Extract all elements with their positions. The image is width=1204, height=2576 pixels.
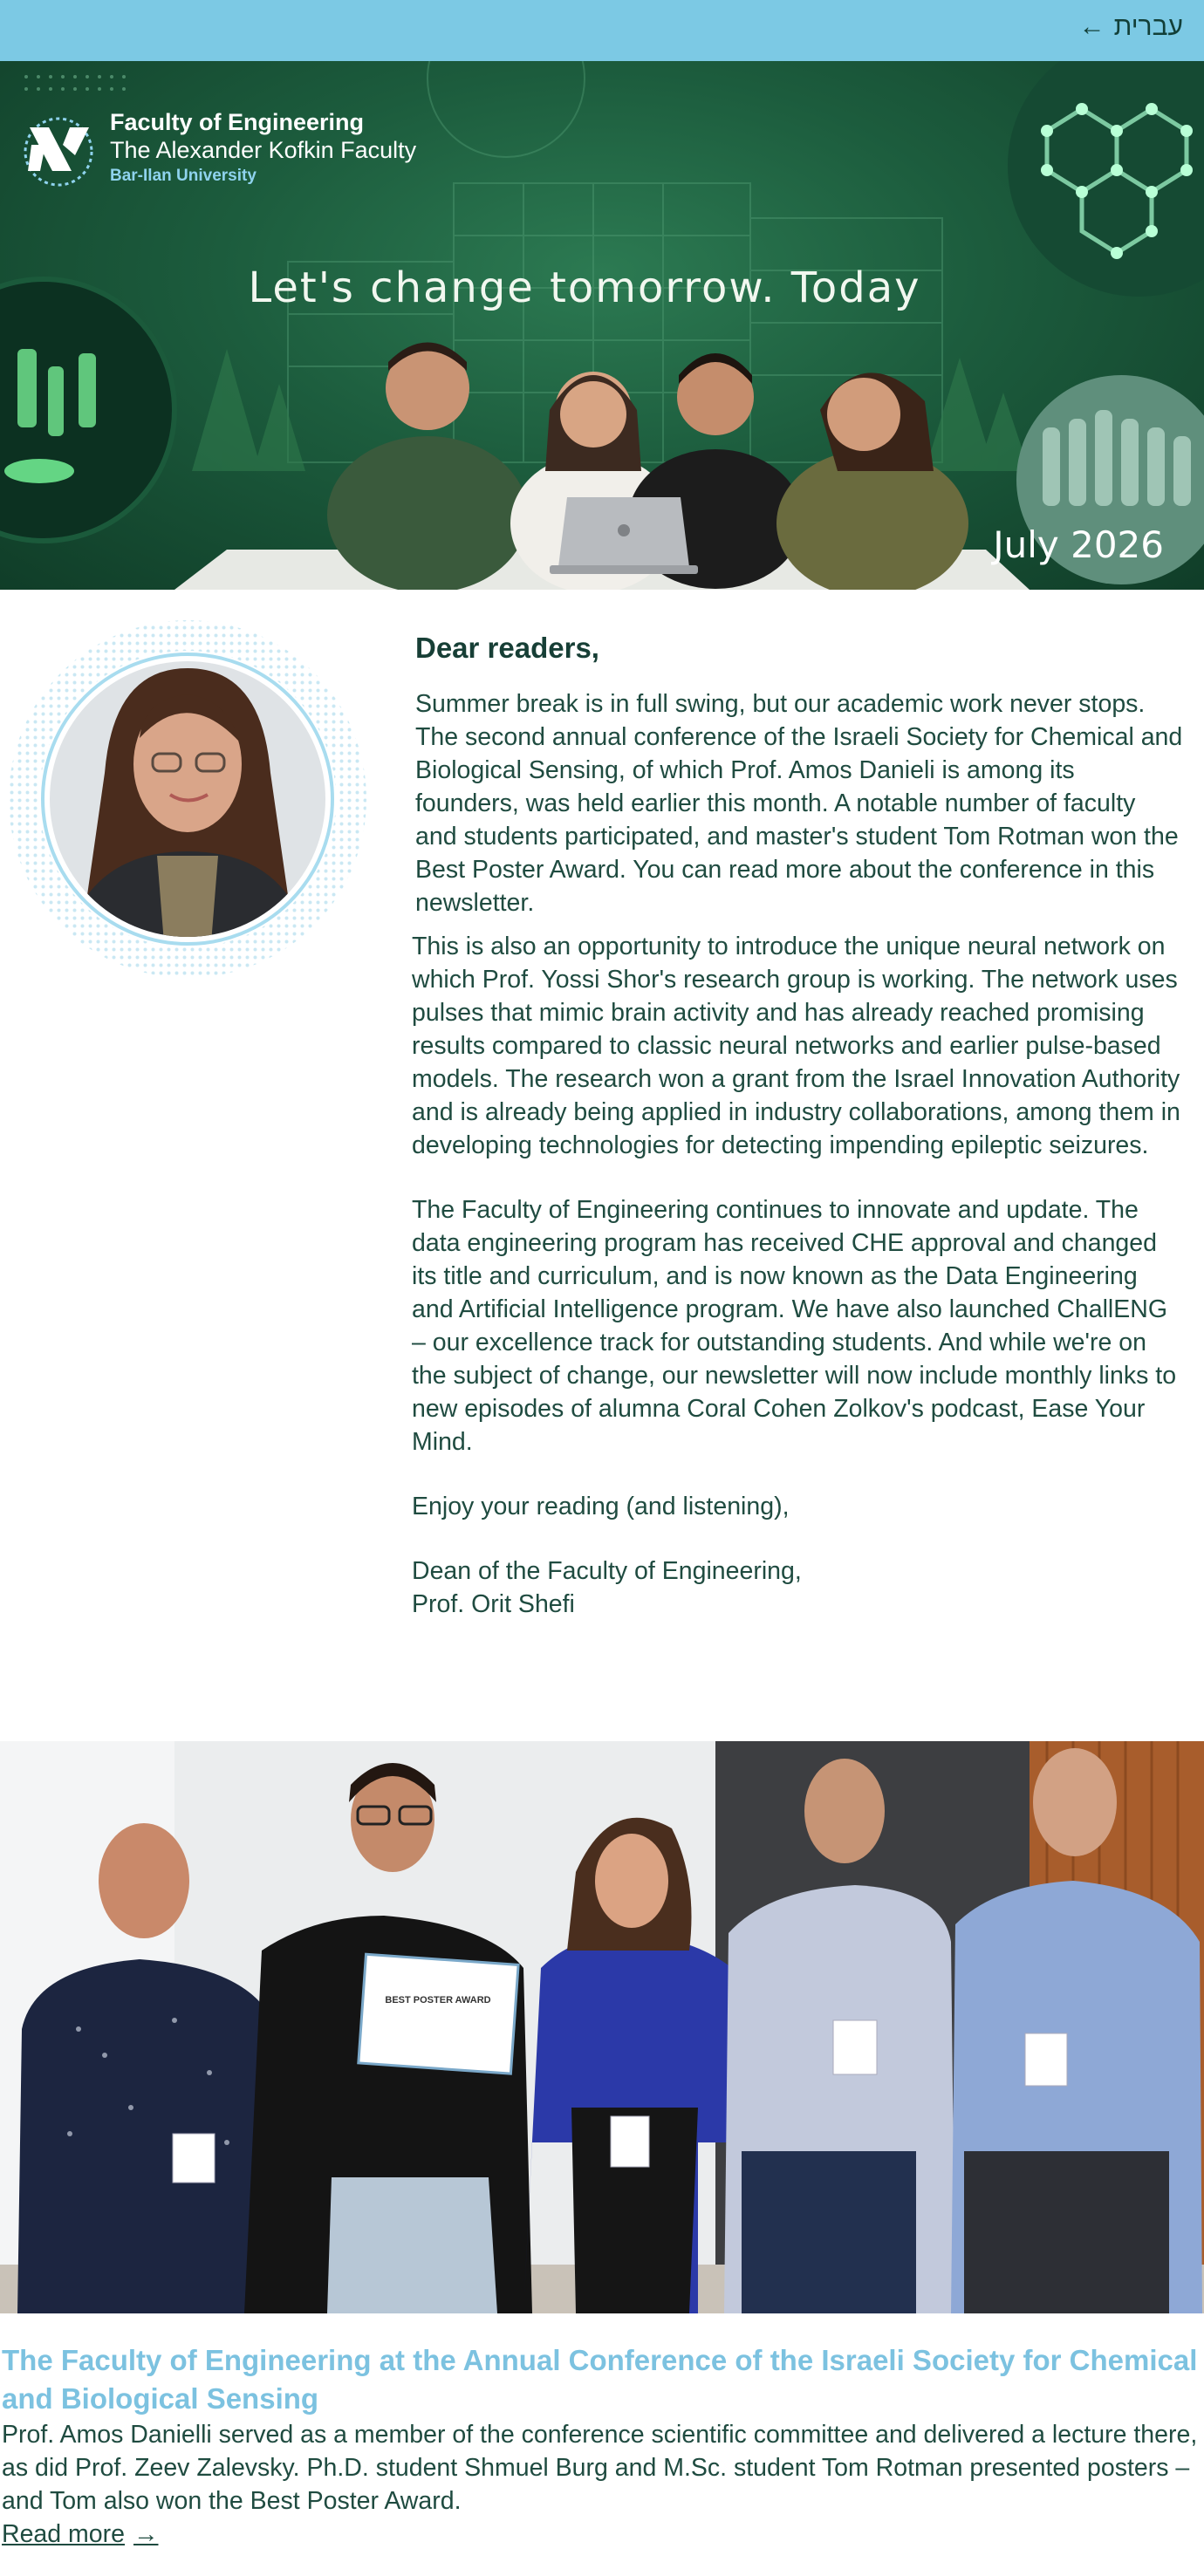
signature-title: Dean of the Faculty of Engineering,	[412, 1557, 802, 1585]
brand-line1: Faculty of Engineering	[110, 109, 365, 135]
hero-tagline: Let's change tomorrow. Today	[248, 263, 921, 312]
brand-line2: The Alexander Kofkin Faculty	[110, 137, 417, 163]
arrow-left-icon: ←	[1078, 12, 1105, 41]
language-link-label: עברית	[1113, 12, 1183, 41]
bar-ilan-logo	[19, 110, 102, 188]
letter-closing: Enjoy your reading (and listening),	[412, 1493, 790, 1520]
conference-photo[interactable]	[0, 1741, 1204, 2313]
article-title[interactable]: The Faculty of Engineering at the Annual Conference of the Israeli Society for Chemical and Biological Sensing	[2, 2344, 1198, 2415]
brand-line3: Bar-Ilan University	[110, 167, 257, 185]
article-body: Prof. Amos Danielli served as a member of the conference scientific committee and delivered a lecture there, as did Prof. Zeev Zalevsky. Ph.D. student Shmuel Burg and M.Sc. student Tom Rotman presented posters – and Tom also won the Best Poster Award.	[2, 2421, 1198, 2515]
hebrew-language-link[interactable]	[1079, 12, 1183, 42]
dean-portrait	[0, 616, 380, 982]
article-teaser	[2, 2341, 1202, 2551]
letter-paragraph: The Faculty of Engineering continues to innovate and update. The data engineering program has received CHE approval and changed its title and curriculum, and is now known as the Data Engineering and Artificial Intelligence program. We have also launched ChallENG – our excellence track for outstanding students. And while we're on the subject of change, our newsletter will now include monthly links to new episodes of alumna Coral Cohen Zolkov's podcast, Ease Your Mind.	[412, 1196, 1177, 1456]
dean-letter	[412, 632, 1183, 1621]
hero-banner	[0, 61, 1204, 590]
arrow-right-icon: →	[133, 2520, 159, 2548]
letter-paragraph: Summer break is in full swing, but our academic work never stops. The second annual conference of the Israeli Society for Chemical and Biological Sensing, of which Prof. Amos Danieli is among its founders, was held earlier this month. A notable number of faculty and students participated, and master's student Tom Rotman won the Best Poster Award. You can read more about the conference in this newsletter.	[415, 690, 1183, 917]
issue-date: July 2026	[993, 523, 1164, 566]
signature-name: Prof. Orit Shefi	[412, 1590, 575, 1618]
read-more-link[interactable]	[2, 2518, 158, 2551]
top-bar	[0, 0, 1204, 61]
read-more-label: Read more	[2, 2520, 125, 2548]
hero-brand	[110, 108, 416, 188]
letter-paragraph: This is also an opportunity to introduce the unique neural network on which Prof. Yossi Shor's research group is working. The network uses pulses that mimic brain activity and has already reached promising results compared to classic neural networks and earlier pulse-based models. The research won a grant from the Israel Innovation Authority and is already being applied in industry collaborations, among them in developing technologies for detecting impending epileptic seizures.	[412, 933, 1180, 1159]
letter-greeting: Dear readers,	[415, 632, 599, 664]
certificate-text: BEST POSTER AWARD	[385, 1995, 491, 2005]
